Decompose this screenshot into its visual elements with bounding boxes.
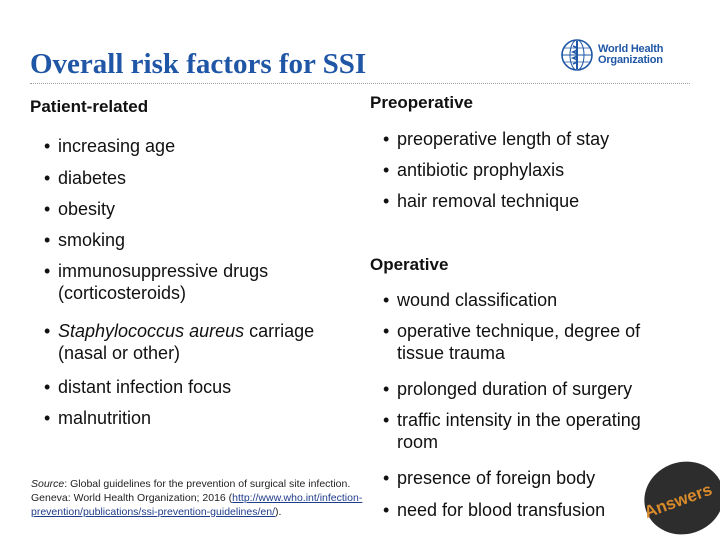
list-item: • operative technique, degree of tissue trauma bbox=[383, 321, 641, 363]
list-item: • need for blood transfusion bbox=[383, 500, 606, 520]
slide-title: Overall risk factors for SSI bbox=[30, 48, 367, 80]
list-item: • wound classification bbox=[383, 290, 558, 310]
title-divider bbox=[30, 83, 690, 85]
list-item: • malnutrition bbox=[44, 408, 152, 428]
list-item: • immunosuppressive drugs (corticosteroids) bbox=[44, 261, 269, 303]
who-logo bbox=[560, 38, 663, 72]
answers-button[interactable] bbox=[636, 460, 720, 540]
list-item: • prolonged duration of surgery bbox=[383, 379, 633, 399]
answers-label: Answers bbox=[641, 479, 715, 522]
list-item: • diabetes bbox=[44, 168, 127, 188]
source-citation: Source: Global guidelines for the prevention of surgical site infection. Geneva: World Health Organization; 2016 (http://www.who.int/infection-prevention/publications/ssi-prevention-guidelines/en/). bbox=[31, 478, 363, 518]
operative-heading: Operative bbox=[370, 255, 449, 274]
preoperative-heading: Preoperative bbox=[370, 93, 473, 112]
source-link[interactable]: http://www.who.int/infection-prevention/publications/ssi-prevention-guidelines/en/ bbox=[31, 492, 363, 518]
list-item: • hair removal technique bbox=[383, 191, 580, 211]
list-item: • preoperative length of stay bbox=[383, 129, 610, 149]
who-emblem-icon bbox=[560, 38, 594, 72]
list-item: • antibiotic prophylaxis bbox=[383, 160, 565, 180]
source-label: Source bbox=[31, 478, 65, 490]
who-logo-line2: Organization bbox=[598, 54, 663, 66]
list-item: • increasing age bbox=[44, 136, 176, 156]
list-item: • smoking bbox=[44, 230, 126, 250]
list-item: • traffic intensity in the operating room bbox=[383, 410, 641, 452]
list-item: • obesity bbox=[44, 199, 116, 219]
patient-related-heading: Patient-related bbox=[30, 97, 149, 116]
list-item: • presence of foreign body bbox=[383, 468, 596, 488]
who-logo-line1: World Health bbox=[598, 43, 664, 55]
list-item: • distant infection focus bbox=[44, 377, 232, 397]
list-item: • Staphylococcus aureus carriage (nasal or other) bbox=[44, 321, 315, 363]
